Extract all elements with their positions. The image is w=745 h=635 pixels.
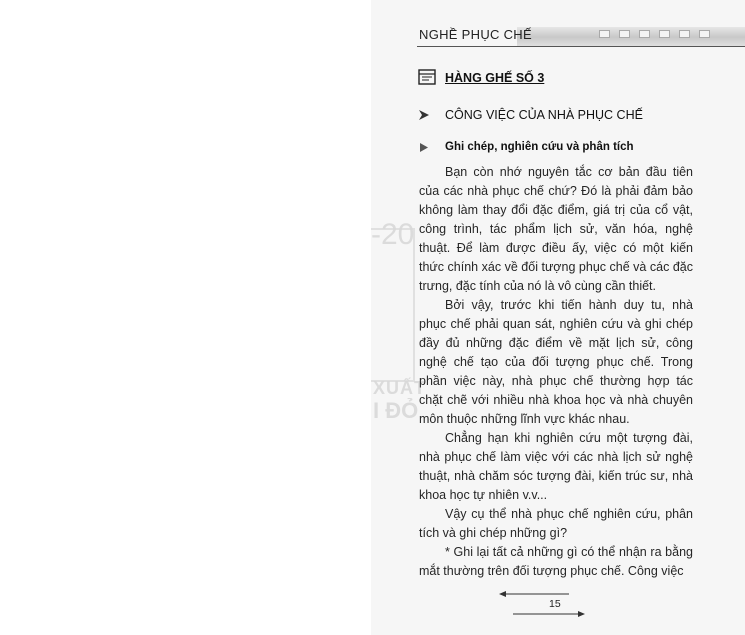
page-number: 15 xyxy=(549,598,561,610)
paragraph: Bởi vậy, trước khi tiến hành duy tu, nhà phục chế phải quan sát, nghiên cứu và ghi chép đầy đủ những đặc điểm về mặt lịch sử, công nghệ chế tạo của đối tượng phục chế. Trong phần việc này, nhà phục chế thường hợp tác chặt chẽ với nhiều nhà khoa học và nhà chuyên môn thuộc những lĩnh vực khác nhau. xyxy=(419,298,693,426)
left-arrow-icon xyxy=(499,590,569,598)
blank-left-page xyxy=(0,0,371,635)
header-rule xyxy=(417,46,745,47)
paragraph: Chẳng hạn khi nghiên cứu một tượng đài, nhà phục chế làm việc với các nhà lịch sử nghệ thuật, nhà chăm sóc tượng đài, kiến trúc sư, nhà khoa học tự nhiên v.v... xyxy=(419,431,693,502)
header-decorative-band xyxy=(517,27,745,47)
triangle-arrow-icon xyxy=(418,109,430,121)
watermark-year: -20 xyxy=(371,218,415,251)
subsection-title: CÔNG VIỆC CỦA NHÀ PHỤC CHẾ xyxy=(445,108,643,122)
body-text xyxy=(419,163,693,581)
book-page xyxy=(371,0,745,635)
topic-title: Ghi chép, nghiên cứu và phân tích xyxy=(445,141,634,153)
section-title: HÀNG GHẾ SỐ 3 xyxy=(445,71,545,85)
watermark-publisher-line2: I ĐỎ xyxy=(373,398,419,423)
small-triangle-icon xyxy=(420,143,428,152)
watermark-publisher-line1: XUẤT xyxy=(373,378,426,398)
paragraph: * Ghi lại tất cả những gì có thể nhận ra bằng mắt thường trên đối tượng phục chế. Công việc xyxy=(419,545,693,578)
paragraph: Vậy cụ thể nhà phục chế nghiên cứu, phân tích và ghi chép những gì? xyxy=(419,507,693,540)
running-header-title: NGHỀ PHỤC CHẾ xyxy=(419,27,532,42)
paragraph: Bạn còn nhớ nguyên tắc cơ bản đầu tiên của các nhà phục chế chứ? Đó là phải đảm bảo không làm thay đổi đặc điểm, giá trị của cổ vật, công trình, tác phẩm lịch sử, văn hóa, nghệ thuật. Để làm được điều ấy, việc có một kiến thức chính xác về đối tượng phục chế và các đặc trưng, đặc tính của nó là vô cùng cần thiết. xyxy=(419,165,693,293)
right-arrow-icon xyxy=(513,610,585,618)
notepad-icon xyxy=(418,69,436,85)
